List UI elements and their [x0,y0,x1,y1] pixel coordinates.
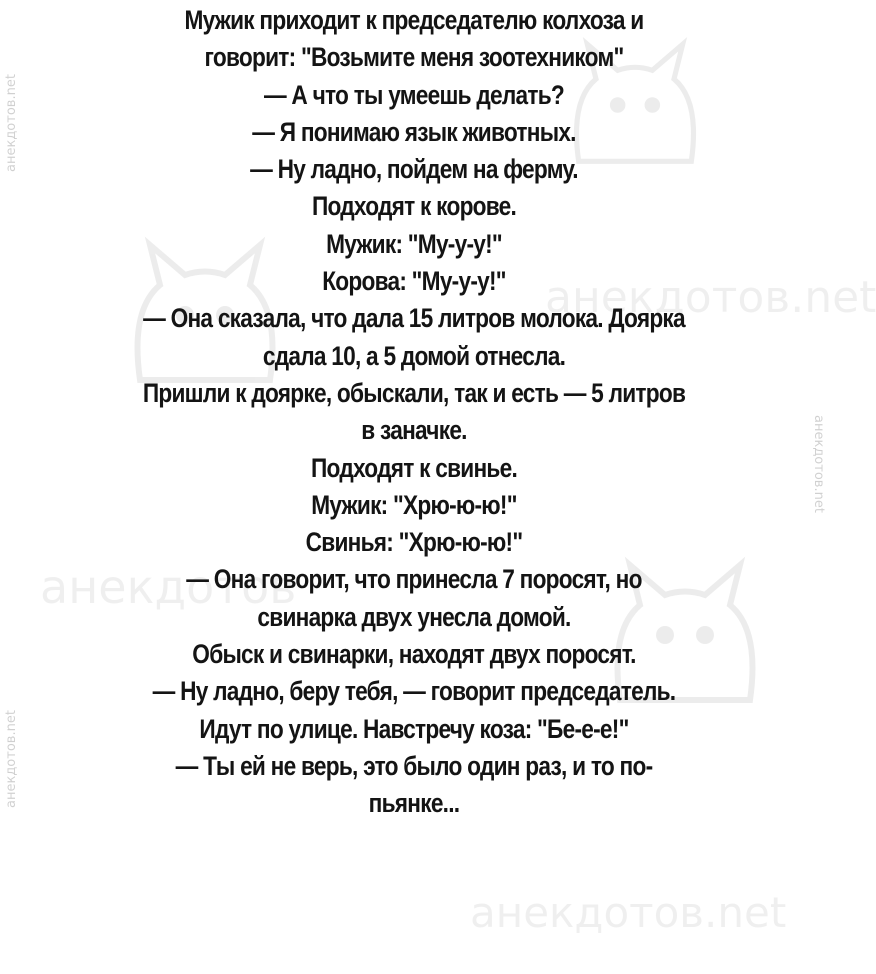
joke-line: Мужик: "Му-у-у!" [326,228,502,259]
joke-text [0,2,828,823]
joke-line: — Ты ей не верь, это было один раз, и то по- [175,750,653,781]
joke-line: Мужик приходит к председателю колхоза и [184,5,644,35]
joke-line: Мужик: "Хрю-ю-ю!" [311,489,517,520]
joke-line: в заначке. [361,415,467,446]
watermark-vertical-left-bottom: анекдотов.net [4,710,19,808]
joke-line: — А что ты умеешь делать? [263,79,565,110]
joke-line: Подходят к свинье. [310,452,517,483]
joke-line: Пришли к доярке, обыскали, так и есть — 5 литров [142,377,686,408]
joke-line: Идут по улице. Навстречу коза: "Бе-е-е!" [199,713,629,744]
joke-line: — Я понимаю язык животных. [252,116,576,147]
joke-line: Подходят к корове. [311,191,517,222]
joke-line: — Ну ладно, беру тебя, — говорит председатель. [152,676,676,707]
joke-line: пьянке... [368,788,460,819]
watermark-text-middle: анекдотов.net [545,272,876,323]
joke-line: Свинья: "Хрю-ю-ю!" [305,527,523,558]
watermark-text-bottom: анекдотов.net [470,888,787,937]
watermark-text-left: анекдотов [40,560,297,614]
joke-line: говорит: "Возьмите меня зоотехником" [204,42,624,73]
joke-line: — Она сказала, что дала 15 литров молока. Доярка [143,303,685,334]
joke-line: Обыск и свинарки, находят двух поросят. [192,639,636,670]
joke-line: Корова: "Му-у-у!" [322,266,506,297]
joke-line: свинарка двух унесла домой. [257,601,571,632]
joke-line: — Ну ладно, пойдем на ферму. [250,154,578,185]
watermark-vertical-right: анекдотов.net [811,415,826,513]
watermark-vertical-left-top: анекдотов.net [4,74,19,172]
joke-line: — Она говорит, что принесла 7 поросят, но [186,564,642,595]
joke-line: сдала 10, а 5 домой отнесла. [262,340,566,371]
